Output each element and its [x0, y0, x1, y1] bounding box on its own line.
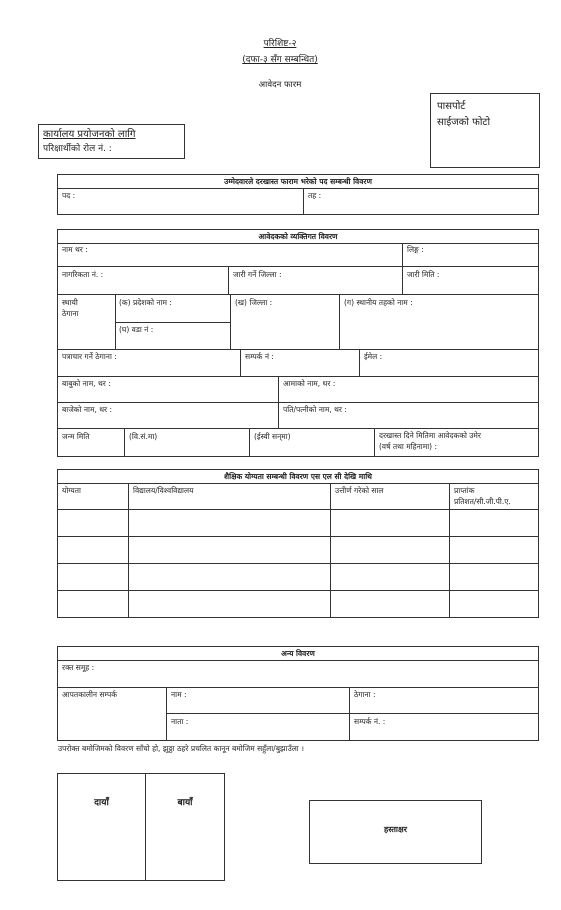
province-field[interactable]: (क) प्रदेशको नाम : [119, 298, 172, 307]
gender-field[interactable]: लिङ्ग : [407, 245, 424, 254]
personal-section [57, 229, 539, 457]
photo-label-line1: पासपोर्ट [437, 101, 466, 112]
dob-label: जन्म मिति [62, 432, 90, 441]
age-label-1: दरखास्त दिने मितिमा आवेदकको उमेर [379, 431, 481, 440]
roll-number-label: परिक्षार्थीको रोल नं. : [43, 144, 112, 154]
age-label-2[interactable]: (वर्ष तथा महिनामा) : [379, 442, 437, 451]
signature-label: हस्ताक्षर [384, 825, 407, 834]
qualification-header: योग्यता [62, 486, 81, 495]
contact-field[interactable]: सम्पर्क नं : [245, 352, 274, 361]
signature-box[interactable] [309, 800, 482, 864]
photo-box [430, 93, 540, 168]
citizenship-field[interactable]: नागरिकता नं. : [62, 270, 104, 279]
office-use-title: कार्यालय प्रयोजनको लागि [43, 129, 136, 140]
right-thumb-label: दायाँ [94, 798, 109, 808]
post-field[interactable]: पद : [62, 191, 76, 200]
other-section [57, 646, 539, 741]
ward-field[interactable]: (घ) वडा नं : [119, 325, 154, 334]
thumbprint-box [57, 773, 225, 881]
post-section-title: उम्मेदवारले दरखास्त फाराम भरेको पद सम्बन्धी विवरण [58, 175, 538, 189]
local-level-field[interactable]: (ग) स्थानीय तहको नाम : [344, 298, 413, 307]
issue-date-field[interactable]: जारी मिति : [407, 270, 440, 279]
form-title: आवेदन फारम [258, 80, 302, 90]
mother-name-field[interactable]: आमाको नाम, थर : [283, 379, 336, 388]
level-field[interactable]: तह : [308, 191, 322, 200]
grandfather-name-field[interactable]: बाजेको नाम, थर : [62, 405, 113, 414]
clause-reference: (दफा-३ सँग सम्बन्धित) [242, 55, 318, 65]
permanent-address-label-1: स्थायी [62, 298, 78, 307]
spouse-name-field[interactable]: पति/पत्नीको नाम, थर : [283, 405, 347, 414]
father-name-field[interactable]: बाबुको नाम, थर : [62, 379, 111, 388]
score-header-2: प्रतिशत/सी.जी.पी.ए. [454, 497, 511, 506]
post-section [57, 174, 539, 215]
photo-label-line2: साईजको फोटो [437, 117, 491, 128]
permanent-address-label-2: ठेगाना [62, 309, 79, 318]
dob-ad-field[interactable]: (ईस्वी सन्‌मा) [254, 432, 291, 441]
passed-year-header: उत्तीर्ण गरेको साल [335, 486, 384, 495]
annex-number: परिशिष्ट-२ [263, 39, 297, 49]
emergency-address-field[interactable]: ठेगाना : [354, 690, 376, 699]
emergency-contact-field[interactable]: सम्पर्क नं. : [354, 717, 386, 726]
office-use-box [38, 124, 185, 159]
emergency-contact-label: आपतकालीन सम्पर्क [62, 690, 117, 699]
education-section [57, 469, 539, 618]
district-field[interactable]: (ख) जिल्ला : [235, 298, 273, 307]
institution-header: विद्यालय/विश्वविद्यालय [133, 486, 194, 495]
email-field[interactable]: ईमेल : [364, 352, 383, 361]
blood-group-field[interactable]: रक्त समूह : [62, 663, 95, 672]
education-section-title: शैक्षिक योग्यता सम्बन्धी विवरण एस एल सी देखि माथि [58, 470, 538, 484]
personal-section-title: आवेदकको व्यक्तिगत विवरण [58, 230, 538, 244]
name-field[interactable]: नाम थर : [62, 245, 88, 254]
emergency-relation-field[interactable]: नाता : [171, 717, 189, 726]
dob-bs-field[interactable]: (वि.सं.मा) [129, 432, 158, 441]
declaration-text: उपरोक्त बमोजिमको विवरण साँचो हो, झुठ्ठा ठहरे प्रचलित कानून बमोजिम सहुँला/बुझाउँला । [58, 744, 304, 753]
emergency-name-field[interactable]: नाम : [171, 690, 187, 699]
mailing-address-field[interactable]: पत्राचार गर्ने ठेगाना : [62, 352, 117, 361]
other-section-title: अन्य विवरण [58, 647, 538, 661]
score-header-1: प्राप्तांक [454, 486, 475, 495]
issue-district-field[interactable]: जारी गर्ने जिल्ला : [233, 270, 282, 279]
left-thumb-label: बायाँ [177, 798, 193, 808]
